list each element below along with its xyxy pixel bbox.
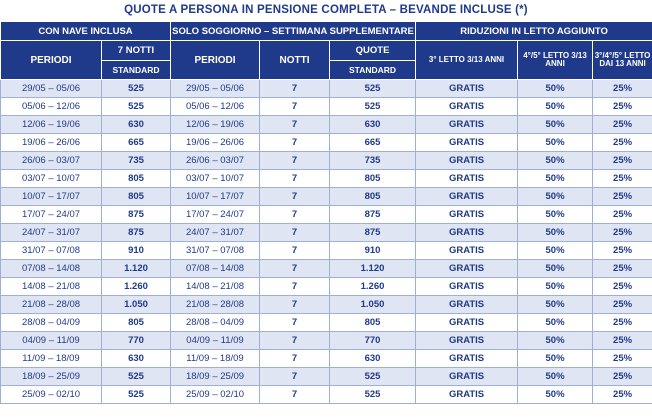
price-nave-cell: 875	[102, 206, 171, 224]
price-nave-cell: 1.120	[102, 260, 171, 278]
period-solo-cell: 11/09 – 18/09	[171, 350, 260, 368]
notti-cell: 7	[260, 260, 330, 278]
period-nave-cell: 03/07 – 10/07	[1, 170, 102, 188]
price-solo-cell: 1.260	[330, 278, 416, 296]
notti-cell: 7	[260, 170, 330, 188]
price-nave-cell: 525	[102, 98, 171, 116]
riduzione-3-4-5-letto-cell: 25%	[593, 296, 652, 314]
period-solo-cell: 29/05 – 05/06	[171, 80, 260, 98]
riduzione-4-5-letto-cell: 50%	[518, 260, 593, 278]
price-nave-cell: 1.260	[102, 278, 171, 296]
table-row	[1, 368, 652, 386]
header-3-4-5-letto: 3°/4°/5° LETTO DAI 13 ANNI	[593, 41, 652, 80]
period-nave-cell: 21/08 – 28/08	[1, 296, 102, 314]
table-row	[1, 98, 652, 116]
period-nave-cell: 31/07 – 07/08	[1, 242, 102, 260]
riduzione-3-letto-cell: GRATIS	[416, 314, 518, 332]
price-nave-cell: 630	[102, 350, 171, 368]
price-nave-cell: 525	[102, 80, 171, 98]
riduzione-3-4-5-letto-cell: 25%	[593, 152, 652, 170]
header-riduzioni: RIDUZIONI IN LETTO AGGIUNTO	[416, 22, 652, 41]
riduzione-3-4-5-letto-cell: 25%	[593, 80, 652, 98]
riduzione-4-5-letto-cell: 50%	[518, 188, 593, 206]
riduzione-4-5-letto-cell: 50%	[518, 332, 593, 350]
table-row	[1, 386, 652, 404]
notti-cell: 7	[260, 368, 330, 386]
riduzione-4-5-letto-cell: 50%	[518, 314, 593, 332]
header-solo-soggiorno: SOLO SOGGIORNO – SETTIMANA SUPPLEMENTARE	[171, 22, 416, 41]
riduzione-4-5-letto-cell: 50%	[518, 116, 593, 134]
period-nave-cell: 28/08 – 04/09	[1, 314, 102, 332]
price-solo-cell: 875	[330, 224, 416, 242]
riduzione-3-letto-cell: GRATIS	[416, 116, 518, 134]
riduzione-3-4-5-letto-cell: 25%	[593, 242, 652, 260]
period-solo-cell: 19/06 – 26/06	[171, 134, 260, 152]
riduzione-4-5-letto-cell: 50%	[518, 242, 593, 260]
period-solo-cell: 26/06 – 03/07	[171, 152, 260, 170]
table-row	[1, 350, 652, 368]
notti-cell: 7	[260, 152, 330, 170]
riduzione-4-5-letto-cell: 50%	[518, 224, 593, 242]
header-quote: QUOTE	[330, 41, 416, 61]
period-nave-cell: 25/09 – 02/10	[1, 386, 102, 404]
price-nave-cell: 525	[102, 368, 171, 386]
riduzione-4-5-letto-cell: 50%	[518, 98, 593, 116]
header-standard-2: STANDARD	[330, 61, 416, 80]
period-solo-cell: 28/08 – 04/09	[171, 314, 260, 332]
header-3-letto: 3° LETTO 3/13 ANNI	[416, 41, 518, 80]
table-row	[1, 224, 652, 242]
riduzione-3-letto-cell: GRATIS	[416, 188, 518, 206]
header-4-5-letto: 4°/5° LETTO 3/13 ANNI	[518, 41, 593, 80]
riduzione-4-5-letto-cell: 50%	[518, 170, 593, 188]
notti-cell: 7	[260, 296, 330, 314]
period-nave-cell: 10/07 – 17/07	[1, 188, 102, 206]
price-solo-cell: 665	[330, 134, 416, 152]
table-row	[1, 332, 652, 350]
riduzione-3-4-5-letto-cell: 25%	[593, 170, 652, 188]
header-notti: NOTTI	[260, 41, 330, 80]
notti-cell: 7	[260, 350, 330, 368]
riduzione-3-letto-cell: GRATIS	[416, 80, 518, 98]
price-nave-cell: 805	[102, 314, 171, 332]
riduzione-3-letto-cell: GRATIS	[416, 278, 518, 296]
header-periodi-2: PERIODI	[171, 41, 260, 80]
period-solo-cell: 10/07 – 17/07	[171, 188, 260, 206]
notti-cell: 7	[260, 98, 330, 116]
price-solo-cell: 910	[330, 242, 416, 260]
price-solo-cell: 630	[330, 350, 416, 368]
riduzione-3-letto-cell: GRATIS	[416, 152, 518, 170]
notti-cell: 7	[260, 386, 330, 404]
price-nave-cell: 630	[102, 116, 171, 134]
price-solo-cell: 805	[330, 170, 416, 188]
table-title: QUOTE A PERSONA IN PENSIONE COMPLETA – BEVANDE INCLUSE (*)	[0, 0, 652, 21]
price-nave-cell: 805	[102, 170, 171, 188]
price-nave-cell: 735	[102, 152, 171, 170]
table-row	[1, 152, 652, 170]
riduzione-4-5-letto-cell: 50%	[518, 350, 593, 368]
price-solo-cell: 1.050	[330, 296, 416, 314]
notti-cell: 7	[260, 188, 330, 206]
period-solo-cell: 17/07 – 24/07	[171, 206, 260, 224]
riduzione-4-5-letto-cell: 50%	[518, 386, 593, 404]
period-solo-cell: 31/07 – 07/08	[171, 242, 260, 260]
header-standard-1: STANDARD	[102, 61, 171, 80]
price-nave-cell: 665	[102, 134, 171, 152]
riduzione-3-letto-cell: GRATIS	[416, 386, 518, 404]
header-7-notti: 7 NOTTI	[102, 41, 171, 61]
period-nave-cell: 05/06 – 12/06	[1, 98, 102, 116]
period-nave-cell: 07/08 – 14/08	[1, 260, 102, 278]
price-solo-cell: 875	[330, 206, 416, 224]
header-nave-inclusa: CON NAVE INCLUSA	[1, 22, 171, 41]
period-nave-cell: 11/09 – 18/09	[1, 350, 102, 368]
price-nave-cell: 525	[102, 386, 171, 404]
riduzione-3-4-5-letto-cell: 25%	[593, 278, 652, 296]
riduzione-4-5-letto-cell: 50%	[518, 80, 593, 98]
riduzione-3-letto-cell: GRATIS	[416, 206, 518, 224]
riduzione-4-5-letto-cell: 50%	[518, 368, 593, 386]
price-solo-cell: 525	[330, 386, 416, 404]
riduzione-3-4-5-letto-cell: 25%	[593, 314, 652, 332]
price-nave-cell: 875	[102, 224, 171, 242]
period-nave-cell: 18/09 – 25/09	[1, 368, 102, 386]
notti-cell: 7	[260, 314, 330, 332]
riduzione-3-4-5-letto-cell: 25%	[593, 332, 652, 350]
period-nave-cell: 14/08 – 21/08	[1, 278, 102, 296]
price-solo-cell: 805	[330, 314, 416, 332]
riduzione-4-5-letto-cell: 50%	[518, 278, 593, 296]
notti-cell: 7	[260, 242, 330, 260]
notti-cell: 7	[260, 224, 330, 242]
riduzione-3-letto-cell: GRATIS	[416, 260, 518, 278]
riduzione-3-letto-cell: GRATIS	[416, 368, 518, 386]
period-nave-cell: 19/06 – 26/06	[1, 134, 102, 152]
riduzione-3-letto-cell: GRATIS	[416, 350, 518, 368]
riduzione-3-4-5-letto-cell: 25%	[593, 188, 652, 206]
notti-cell: 7	[260, 134, 330, 152]
table-row	[1, 278, 652, 296]
riduzione-4-5-letto-cell: 50%	[518, 152, 593, 170]
riduzione-3-letto-cell: GRATIS	[416, 98, 518, 116]
period-nave-cell: 04/09 – 11/09	[1, 332, 102, 350]
price-solo-cell: 525	[330, 80, 416, 98]
price-nave-cell: 770	[102, 332, 171, 350]
table-row	[1, 242, 652, 260]
table-row	[1, 170, 652, 188]
period-solo-cell: 03/07 – 10/07	[171, 170, 260, 188]
period-solo-cell: 04/09 – 11/09	[171, 332, 260, 350]
notti-cell: 7	[260, 206, 330, 224]
period-solo-cell: 24/07 – 31/07	[171, 224, 260, 242]
table-row	[1, 260, 652, 278]
price-solo-cell: 525	[330, 368, 416, 386]
riduzione-3-letto-cell: GRATIS	[416, 224, 518, 242]
price-table	[0, 21, 652, 404]
period-solo-cell: 25/09 – 02/10	[171, 386, 260, 404]
riduzione-3-letto-cell: GRATIS	[416, 296, 518, 314]
riduzione-3-4-5-letto-cell: 25%	[593, 260, 652, 278]
riduzione-3-4-5-letto-cell: 25%	[593, 350, 652, 368]
period-nave-cell: 26/06 – 03/07	[1, 152, 102, 170]
riduzione-3-letto-cell: GRATIS	[416, 242, 518, 260]
price-solo-cell: 735	[330, 152, 416, 170]
notti-cell: 7	[260, 278, 330, 296]
riduzione-3-4-5-letto-cell: 25%	[593, 224, 652, 242]
riduzione-4-5-letto-cell: 50%	[518, 296, 593, 314]
riduzione-3-4-5-letto-cell: 25%	[593, 98, 652, 116]
notti-cell: 7	[260, 116, 330, 134]
header-periodi-1: PERIODI	[1, 41, 102, 80]
riduzione-3-4-5-letto-cell: 25%	[593, 386, 652, 404]
riduzione-3-letto-cell: GRATIS	[416, 332, 518, 350]
riduzione-3-letto-cell: GRATIS	[416, 170, 518, 188]
notti-cell: 7	[260, 80, 330, 98]
period-solo-cell: 14/08 – 21/08	[171, 278, 260, 296]
table-row	[1, 134, 652, 152]
period-solo-cell: 07/08 – 14/08	[171, 260, 260, 278]
period-nave-cell: 29/05 – 05/06	[1, 80, 102, 98]
riduzione-3-4-5-letto-cell: 25%	[593, 116, 652, 134]
riduzione-4-5-letto-cell: 50%	[518, 134, 593, 152]
riduzione-3-4-5-letto-cell: 25%	[593, 368, 652, 386]
period-solo-cell: 21/08 – 28/08	[171, 296, 260, 314]
price-solo-cell: 630	[330, 116, 416, 134]
price-nave-cell: 805	[102, 188, 171, 206]
price-nave-cell: 910	[102, 242, 171, 260]
notti-cell: 7	[260, 332, 330, 350]
table-row	[1, 116, 652, 134]
period-solo-cell: 12/06 – 19/06	[171, 116, 260, 134]
period-solo-cell: 18/09 – 25/09	[171, 368, 260, 386]
price-solo-cell: 1.120	[330, 260, 416, 278]
price-nave-cell: 1.050	[102, 296, 171, 314]
riduzione-4-5-letto-cell: 50%	[518, 206, 593, 224]
period-nave-cell: 12/06 – 19/06	[1, 116, 102, 134]
table-row	[1, 296, 652, 314]
table-row	[1, 206, 652, 224]
riduzione-3-4-5-letto-cell: 25%	[593, 134, 652, 152]
riduzione-3-letto-cell: GRATIS	[416, 134, 518, 152]
period-solo-cell: 05/06 – 12/06	[171, 98, 260, 116]
price-solo-cell: 525	[330, 98, 416, 116]
table-row	[1, 80, 652, 98]
price-solo-cell: 805	[330, 188, 416, 206]
riduzione-3-4-5-letto-cell: 25%	[593, 206, 652, 224]
period-nave-cell: 24/07 – 31/07	[1, 224, 102, 242]
table-row	[1, 314, 652, 332]
price-solo-cell: 770	[330, 332, 416, 350]
period-nave-cell: 17/07 – 24/07	[1, 206, 102, 224]
table-row	[1, 188, 652, 206]
